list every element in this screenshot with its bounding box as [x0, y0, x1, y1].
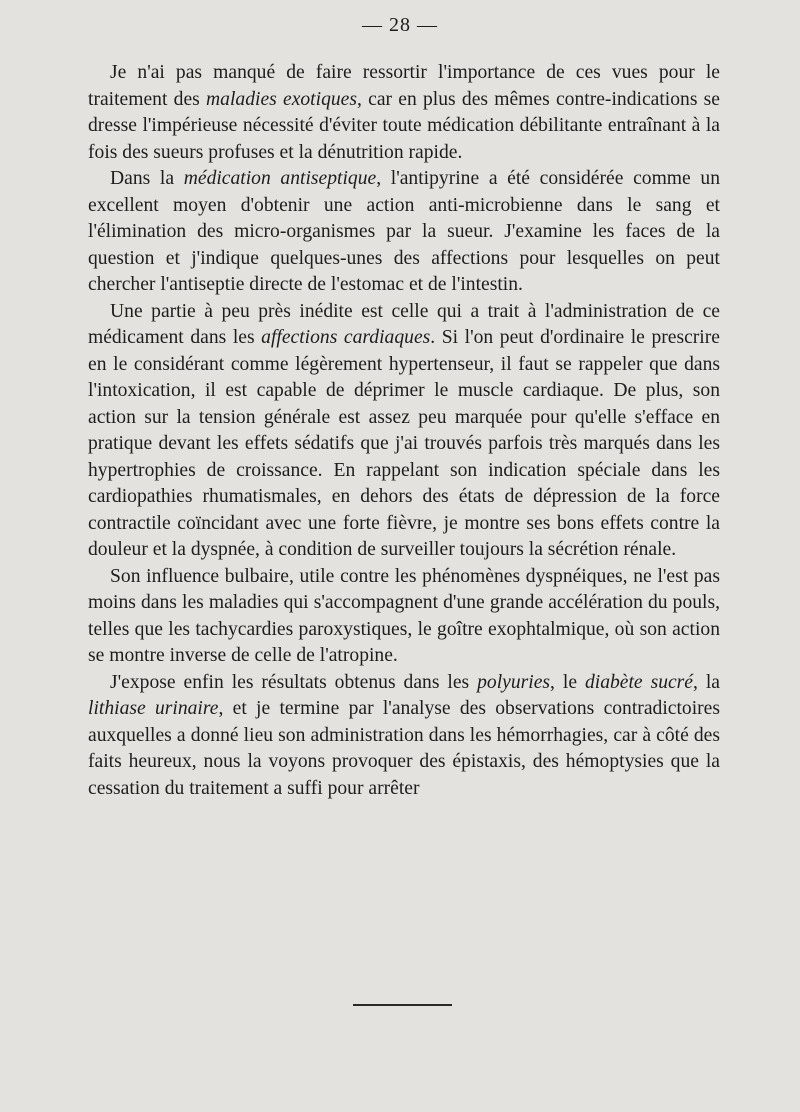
text-run: , l'antipyrine a été considérée comme un excellent moyen d'obtenir une action anti-microbienne dans le sang et l'élimination des micro-organismes par la sueur. J'examine les faces de la question et j'indique quelques-unes des affections pour lesquelles on peut chercher l'antiseptie directe de l'estomac et de l'intestin.	[88, 168, 720, 295]
text-run: Je n'ai pas manqué de faire ressortir l'importance de ces vues pour le traitement des	[88, 62, 720, 110]
page-number: — 28 —	[362, 14, 438, 36]
end-rule	[353, 1004, 452, 1006]
italic-term: diabète sucré	[584, 671, 694, 693]
text-run: , le	[550, 671, 585, 693]
italic-term: médication antiseptique	[183, 168, 377, 189]
text-run: J'expose enfin les résultats obtenus dans les	[110, 671, 478, 693]
text-run: Dans la	[110, 168, 184, 189]
paragraph-polyuria-diabetes	[88, 670, 720, 803]
text-run: Une partie à peu près inédite est celle qui a trait à l'administration de ce médicament dans les	[88, 300, 720, 348]
text-run: , la	[693, 671, 720, 693]
text-run: . Si l'on peut d'ordinaire le prescrire en le considérant comme légèrement hypertenseur, il faut se rappeler que dans l'intoxication, il est capable de déprimer le muscle cardiaque. De plus, son action sur la tension générale est assez peu marquée pour qu'elle s'efface en pratique devant les effets sédatifs que j'ai trouvés parfois très marqués dans les hypertrophies de croissance. En rappelant son indication spéciale dans les cardiopathies rhumatismales, en dehors des états de dépression de la force contractile coïncidant avec une forte fièvre, je montre ses bons effets contre la douleur et la dyspnée, à condition de surveiller toujours la sécrétion rénale.	[88, 327, 720, 560]
text-run: , car en plus des mêmes contre-indications se dresse l'impérieuse nécessité d'éviter toute médication débilitante entraînant à la fois des sueurs profuses et la dénutrition rapide.	[88, 88, 720, 163]
paragraph-antiseptic-medication	[88, 166, 720, 299]
paragraph-cardiac-affections	[88, 299, 720, 564]
paragraph-exotic-diseases	[88, 60, 720, 166]
text-run: Son influence bulbaire, utile contre les phénomènes dyspnéiques, ne l'est pas moins dans les maladies qui s'accompagnent d'une grande accélération du pouls, telles que les tachycardies paroxystiques, le goître exophtalmique, où son action se montre inverse de celle de l'atropine.	[88, 565, 720, 666]
italic-term: affections cardiaques	[261, 327, 431, 348]
italic-term: maladies exotiques	[206, 88, 357, 110]
body-text	[88, 60, 720, 802]
italic-term: lithiase urinaire	[88, 698, 219, 719]
text-run: , et je termine par l'analyse des observations contradictoires auxquelles a donné lieu son administration dans les hémorrhagies, car à côté des faits heureux, nous la voyons provoquer des épistaxis, des hémoptysies que la cessation du traitement a suffi pour arrêter	[88, 698, 720, 799]
italic-term: polyuries	[477, 671, 551, 693]
paragraph-bulbar-influence	[88, 564, 720, 670]
